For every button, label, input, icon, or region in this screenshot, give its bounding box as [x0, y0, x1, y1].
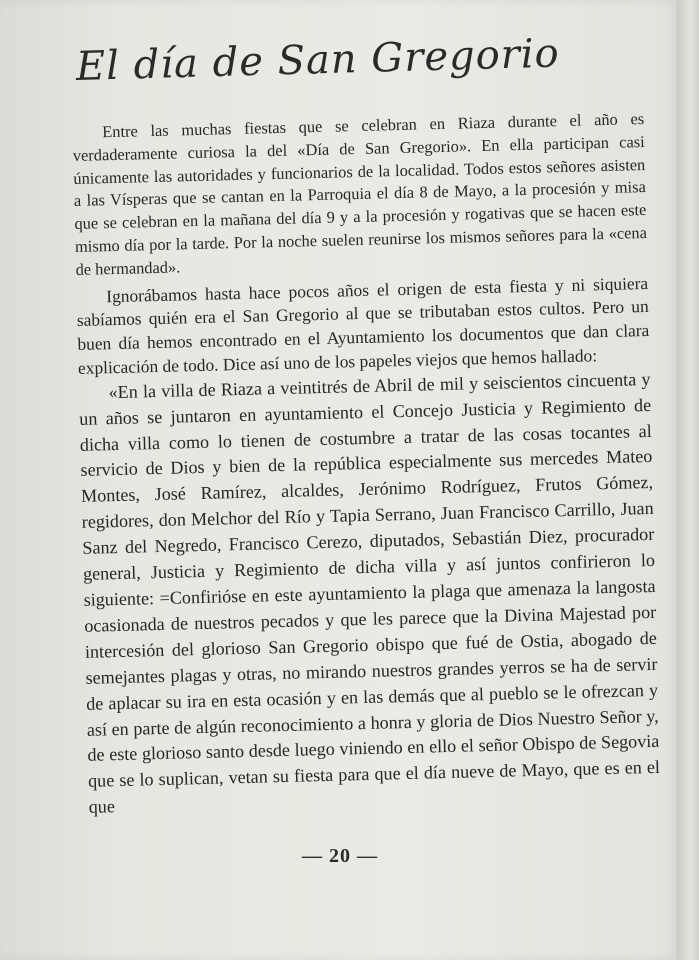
article-body [72, 108, 661, 821]
paragraph-3: «En la villa de Riaza a veintitrés de Abril de mil y seiscientos cincuenta y un años se juntaron en ayuntamiento el Concejo Justicia y Regimiento de dicha villa como lo tienen de costumbre a tratar de las cosas tocantes al servicio de Dios y bien de la república especialmente sus mercedes Mateo Montes, José Ramírez, alcaldes, Jerónimo Rodríguez, Frutos Gómez, regidores, don Melchor del Río y Tapia Serrano, Juan Francisco Carrillo, Juan Sanz del Negredo, Francisco Cerezo, diputados, Sebastián Diez, procurador general, Justicia y Regimiento de dicha villa y así juntos confirieron lo siguiente: =Confirióse en este ayuntamiento la plaga que amenaza la langosta ocasionada de nuestros pecados y que les parece que la Divina Majestad por intercesión del glorioso San Gregorio obispo que fué de Ostia, abogado de semejantes plagas y otras, no mirando nuestros grandes yerros se ha de servir de aplacar su ira en esta ocasión y en las demás que al pueblo se le ofrezcan y así en parte de algún reconocimiento a honra y gloria de Dios Nuestro Señor y, de este glorioso santo desde luego viniendo en ello el señor Obispo de Segovia que se lo suplican, vetan su fiesta para que el día nueve de Mayo, que es en el que [79, 368, 661, 818]
page-edge [677, 0, 699, 960]
page-title: El día de San Gregorio [75, 30, 561, 90]
paragraph-1: Entre las muchas fiestas que se celebran en Riaza durante el año es verdaderamente curiosa la del «Día de San Gregorio». En ella participan casi únicamente las autoridades y funcionarios de la localidad. Todos estos señores asisten a las Vísperas que se cantan en la Parroquia el día 8 de Mayo, a la procesión y misa que se celebran en la mañana del día 9 y a la procesión y rogativas que se hacen este mismo día por la tarde. Por la noche suelen reunirse los mismos señores para la «cena de hermandad». [72, 109, 648, 279]
paragraph-2: Ignorábamos hasta hace pocos años el origen de esta fiesta y ni siquiera sabíamos quién era el San Gregorio al que se tributaban estos cultos. Pero un buen día hemos encontrado en el Ayuntamiento los documentos que dan clara explicación de todo. Dice así uno de los papeles viejos que hemos hallado: [76, 272, 650, 378]
page-number: — 20 — [302, 845, 378, 867]
